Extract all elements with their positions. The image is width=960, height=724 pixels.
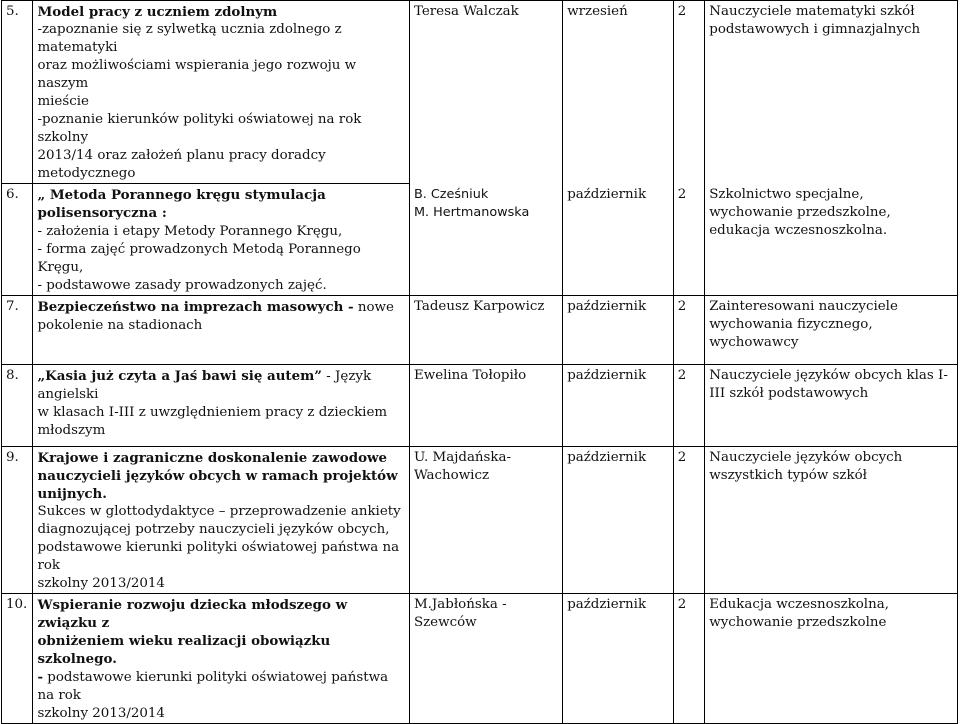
- topic-title-rest: - Język angielski: [37, 369, 372, 402]
- topic-line: szkolny 2013/2014: [37, 706, 165, 721]
- topic-title-part: „ Metoda Porannego kręgu stymulacja: [37, 187, 326, 203]
- topic-title-line: Wspieranie rozwoju dziecka młodszego w związku z: [37, 597, 348, 631]
- hours-cell: 2: [673, 296, 704, 365]
- topic-line: -poznanie kierunków polityki oświatowej na rok szkolny: [37, 112, 362, 145]
- topic-title: „Kasia już czyta a Jaś bawi się autem”: [37, 368, 323, 384]
- topic-line: młodszym: [37, 423, 106, 438]
- presenter-cell: Tadeusz Karpowicz: [409, 296, 562, 365]
- topic-title: Model pracy z uczniem zdolnym: [37, 4, 278, 20]
- table-row: [2, 447, 958, 594]
- topic-line: oraz możliwościami wspierania jego rozwoju w naszym: [37, 58, 357, 91]
- topic-line: Sukces w glottodydaktyce – przeprowadzenie ankiety: [37, 504, 401, 519]
- topic-title-line: obniżeniem wieku realizacji obowiązku szkolnego.: [37, 633, 331, 667]
- audience-cell: Zainteresowani nauczyciele wychowania fizycznego, wychowawcy: [705, 296, 958, 365]
- row-number: 7.: [2, 296, 33, 365]
- month-cell: październik: [563, 184, 674, 296]
- presenter-name: U. Majdańska-: [413, 450, 512, 465]
- topic-cell: [33, 184, 410, 296]
- presenter-name: B. Cześniuk: [413, 186, 489, 202]
- topic-line: mieście: [37, 94, 89, 109]
- hours-cell: 2: [673, 594, 704, 724]
- row-number: 10.: [2, 594, 33, 724]
- audience-cell: Nauczyciele matematyki szkół podstawowych i gimnazjalnych: [705, 1, 958, 184]
- hours-cell: 2: [673, 1, 704, 184]
- table-row: [2, 1, 958, 184]
- topic-title-part: :: [161, 205, 167, 221]
- topic-cell: [33, 365, 410, 447]
- topic-title-line: [37, 204, 405, 223]
- topic-cell: [33, 1, 410, 184]
- presenter-cell: Ewelina Tołopiło: [409, 365, 562, 447]
- training-schedule-table: [1, 0, 958, 724]
- topic-line: diagnozującej potrzeby nauczycieli języków obcych,: [37, 522, 390, 537]
- presenter-cell: Teresa Walczak: [409, 1, 562, 184]
- topic-line: - podstawowe zasady prowadzonych zajęć.: [37, 278, 327, 293]
- month-cell: październik: [563, 365, 674, 447]
- topic-title-rest: nowe: [353, 300, 394, 315]
- presenter-cell: M.Jabłońska - Szewców: [409, 594, 562, 724]
- audience-line: Szkolnictwo specjalne,: [709, 186, 864, 202]
- topic-cell: [33, 447, 410, 594]
- row-number: 8.: [2, 365, 33, 447]
- table-row: [2, 594, 958, 724]
- topic-title: [37, 186, 405, 204]
- hours-cell: 2: [673, 447, 704, 594]
- topic-line: pokolenie na stadionach: [37, 318, 203, 333]
- topic-dash: -: [37, 669, 44, 685]
- hours-cell: 2: [673, 184, 704, 296]
- row-number: 9.: [2, 447, 33, 594]
- topic-line: w klasach I-III z uwzględnieniem pracy z dzieckiem: [37, 405, 388, 420]
- month-cell: październik: [563, 594, 674, 724]
- topic-title-part: polisensoryczna: [37, 205, 162, 221]
- topic-line: -zapoznanie się z sylwetką ucznia zdolnego z matematyki: [37, 22, 342, 55]
- table-row: [2, 365, 958, 447]
- audience-cell: Nauczyciele języków obcych wszystkich typów szkół: [705, 447, 958, 594]
- presenter-name: Wachowicz: [413, 468, 490, 483]
- topic-title-line: Krajowe i zagraniczne doskonalenie zawodowe: [37, 450, 388, 466]
- month-cell: wrzesień: [563, 1, 674, 184]
- month-cell: październik: [563, 296, 674, 365]
- topic-line: podstawowe kierunki polityki oświatowej państwa na rok: [37, 540, 400, 573]
- topic-line: 2013/14 oraz założeń planu pracy doradcy metodycznego: [37, 148, 326, 181]
- table-row: [2, 296, 958, 365]
- audience-cell: Nauczyciele języków obcych klas I-III szkół podstawowych: [705, 365, 958, 447]
- topic-title: Bezpieczeństwo na imprezach masowych -: [37, 299, 354, 315]
- topic-line: - forma zajęć prowadzonych Metodą Porannego Kręgu,: [37, 242, 361, 275]
- audience-cell: Edukacja wczesnoszkolna, wychowanie przedszkolne: [705, 594, 958, 724]
- topic-line: podstawowe kierunki polityki oświatowej państwa na rok: [37, 670, 389, 703]
- presenter-cell: [409, 447, 562, 594]
- row-number: 5.: [2, 1, 33, 184]
- presenter-cell: [409, 184, 562, 296]
- topic-line: - założenia i etapy Metody Porannego Kręgu,: [37, 224, 343, 239]
- presenter-name: M. Hertmanowska: [413, 204, 530, 220]
- audience-cell: [705, 184, 958, 296]
- row-number: 6.: [2, 184, 33, 296]
- table-row: [2, 184, 958, 296]
- topic-title-line: unijnych.: [37, 486, 107, 502]
- topic-title-line: nauczycieli języków obcych w ramach projektów: [37, 468, 398, 484]
- topic-line: szkolny 2013/2014: [37, 576, 165, 591]
- topic-cell: [33, 594, 410, 724]
- month-cell: październik: [563, 447, 674, 594]
- audience-line: wychowanie przedszkolne,: [709, 204, 891, 220]
- audience-line: edukacja wczesnoszkolna.: [709, 222, 888, 238]
- hours-cell: 2: [673, 365, 704, 447]
- topic-cell: [33, 296, 410, 365]
